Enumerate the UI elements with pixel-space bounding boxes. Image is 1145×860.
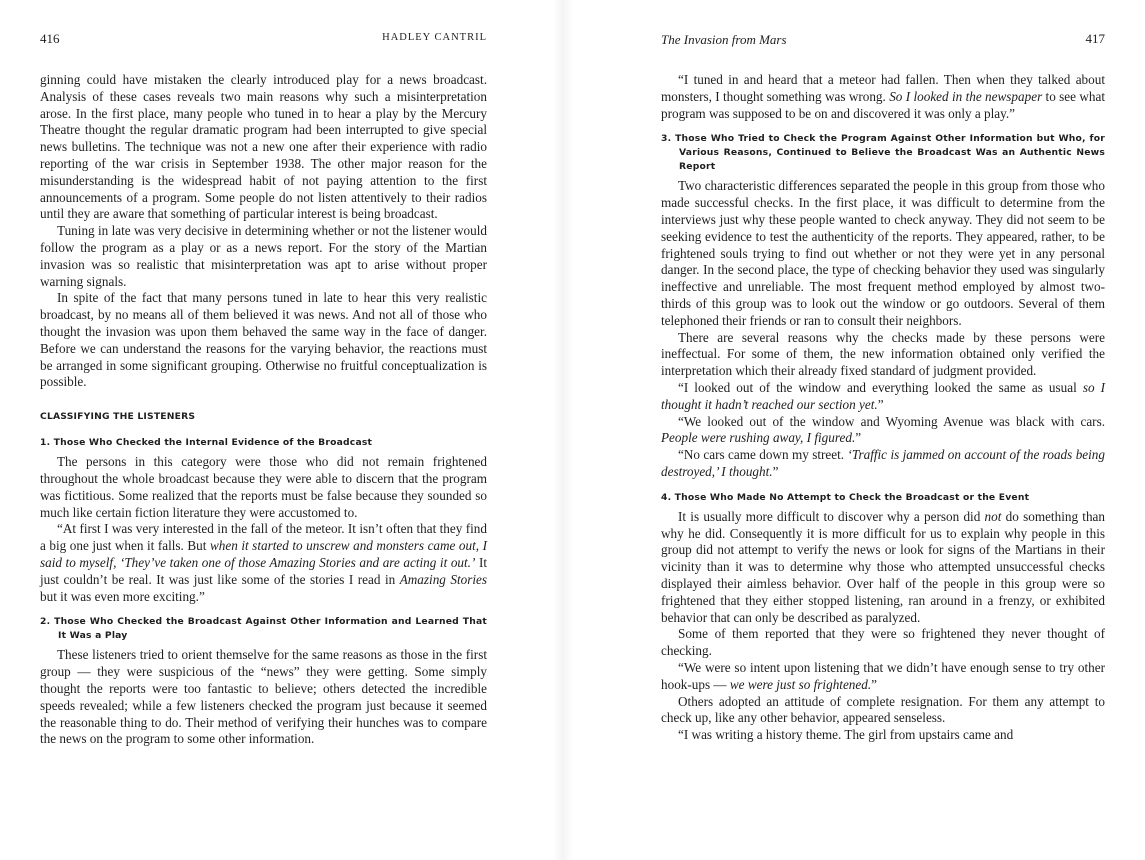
page-number: 417 (1085, 31, 1105, 46)
paragraph: These listeners tried to orient themselve for the same reasons as those in the first group — they were suspicious of the “news” they were getting. Some simply thought the reports were too fantastic to believe; others detected the incredible speeds revealed; while a few listeners checked the program just because it seemed the reasonable thing to do. Their method of verifying their hunches was to compare the news on the program to some other information. (40, 647, 487, 747)
section-heading: 2. Those Who Checked the Broadcast Against Other Information and Learned That It Was a Play (40, 616, 487, 642)
left-page (40, 0, 487, 860)
paragraph: Two characteristic differences separated the people in this group from those who made successful checks. In the first place, it was difficult to determine from the interviews just why these people wanted to check anyway. They did not seem to be seeking evidence to test the authenticity of the reports. They appeared, rather, to be frightened souls trying to find out whether or not they were yet in any personal danger. In the second place, the type of checking behavior they used was singularly ineffective and unreliable. The most frequent method employed by almost two-thirds of this group was to look out the window or go outdoors. Several of them telephoned their friends or ran to consult their neighbors. (661, 178, 1105, 328)
paragraph: “We were so intent upon listening that we didn’t have enough sense to try other hook-ups — we were just so frightened.” (661, 659, 1105, 692)
section-heading: CLASSIFYING THE LISTENERS (40, 411, 196, 423)
paragraph: “We looked out of the window and Wyoming Avenue was black with cars. People were rushing away, I figured.” (661, 413, 1105, 446)
paragraph: “I tuned in and heard that a meteor had fallen. Then when they talked about monsters, I thought something was wrong. So I looked in the newspaper to see what program was supposed to be on and discovered it was only a play.” (661, 72, 1105, 121)
right-page (661, 0, 1105, 860)
paragraph: “At first I was very interested in the fall of the meteor. It isn’t often that they find a big one just when it falls. But when it started to unscrew and monsters came out, I said to myself, ‘They’ve taken one of those Amazing Stories and are acting it out.’ It just couldn’t be real. It was just like some of the stories I read in Amazing Stories but it was even more exciting.” (40, 521, 488, 604)
paragraph: In spite of the fact that many persons tuned in late to hear this very realistic broadcast, by no means all of them believed it was news. And not all of those who thought the invasion was upon them behaved the same way in the face of danger. Before we can understand the reasons for the varying behavior, the reactions must be arranged in some significant grouping. Otherwise no fruitful conceptualization is possible. (40, 290, 487, 390)
paragraph: There are several reasons why the checks made by these persons were ineffectual. For some of them, the new information obtained only verified the interpretation which their already fixed standard of judgment provided. (661, 329, 1105, 379)
paragraph: The persons in this category were those who did not remain frightened throughout the whole broadcast because they were able to discern that the program was fictitious. Some realized that the reports must be false because they sounded so much like certain fiction literature they were accustomed to. (40, 454, 487, 520)
left-page-body (40, 72, 487, 748)
section-heading: 3. Those Who Tried to Check the Program Against Other Information but Who, for Various Reasons, Continued to Believe the Broadcast Was an Authentic News Report (661, 133, 1105, 173)
paragraph: ginning could have mistaken the clearly introduced play for a news broadcast. Analysis of these cases reveals two main reasons why such a misinterpretation arose. In the first place, many people who tuned in to hear a play by the Mercury Theatre thought the regular dramatic program had been interrupted to give special news bulletins. The technique was not a new one after their experience with radio reporting of the war crisis in September 1938. The other major reason for the misunderstanding is the widespread habit of not paying attention to the first announcements of a program. Some people do not listen attentively to their radios until they are aware that something of particular interest is being broadcast. (40, 72, 487, 222)
paragraph: It is usually more difficult to discover why a person did not do something than why he did. Consequently it is more difficult for us to explain why people in this group did not attempt to verify the news or look for signs of the Martians in their vicinity than it was to determine why those who attempted unsuccessful checks displayed their aimless behavior. Over half of the people in this group were so frightened that they either stopped listening, ran around in a frenzy, or exhibited behavior that can only be described as paralyzed. (661, 508, 1105, 625)
running-head: HADLEY CANTRIL (382, 32, 487, 43)
paragraph: “I looked out of the window and everything looked the same as usual so I thought it hadn’t reached our section yet.” (661, 379, 1105, 412)
paragraph: Others adopted an attitude of complete resignation. For them any attempt to check up, like any other behavior, appeared senseless. (661, 693, 1105, 726)
right-page-header (661, 31, 1105, 49)
paragraph: Some of them reported that they were so frightened they never thought of checking. (661, 626, 1105, 659)
book-gutter (553, 0, 573, 860)
paragraph: Tuning in late was very decisive in determining whether or not the listener would follow the program as a play or as a news report. For the story of the Martian invasion was so realistic that misinterpretation was apt to arise without proper warning signals. (40, 223, 487, 289)
right-page-body (661, 72, 1105, 744)
section-heading: 1. Those Who Checked the Internal Evidence of the Broadcast (40, 437, 373, 449)
page-number: 416 (40, 31, 60, 46)
running-head: The Invasion from Mars (661, 32, 787, 47)
paragraph: “I was writing a history theme. The girl from upstairs came and (678, 727, 1014, 743)
paragraph: “No cars came down my street. ‘Traffic is jammed on account of the roads being destroyed,’ I thought.” (661, 447, 1105, 479)
left-page-header (40, 31, 487, 49)
section-heading: 4. Those Who Made No Attempt to Check the Broadcast or the Event (661, 491, 1030, 503)
